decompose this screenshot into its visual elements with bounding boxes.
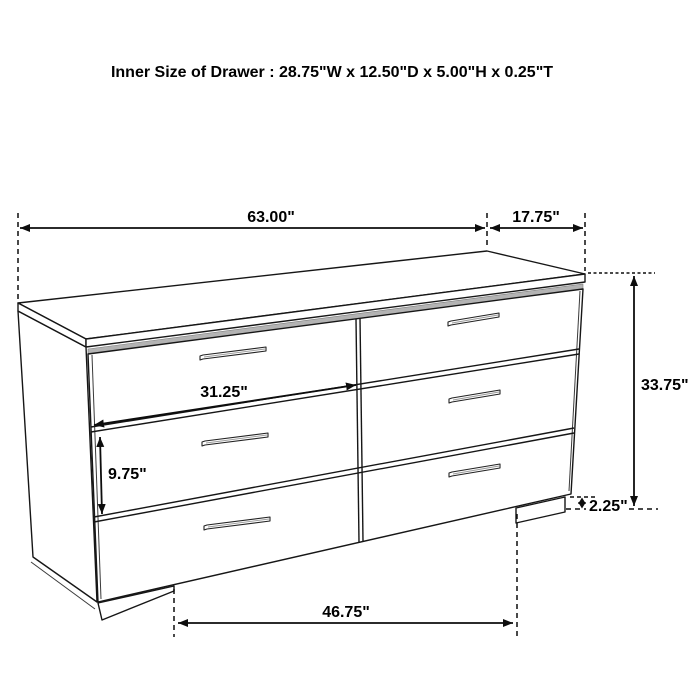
drawer-height-label: 9.75" (108, 466, 147, 483)
dresser-drawing (18, 251, 585, 620)
overall-width-label: 63.00" (247, 209, 295, 226)
base-span-label: 46.75" (322, 604, 370, 621)
side-panel (18, 311, 97, 609)
overall-depth-label: 17.75" (512, 209, 560, 226)
dimension-base-height (570, 497, 628, 515)
drawer-width-label: 31.25" (200, 384, 248, 401)
page-title: Inner Size of Drawer : 28.75"W x 12.50"D x 5.00"H x 0.25"T (110, 64, 554, 81)
overall-height-label: 33.75" (641, 377, 689, 394)
dimension-overall-height (566, 273, 689, 509)
base-height-label: 2.25" (589, 498, 628, 515)
